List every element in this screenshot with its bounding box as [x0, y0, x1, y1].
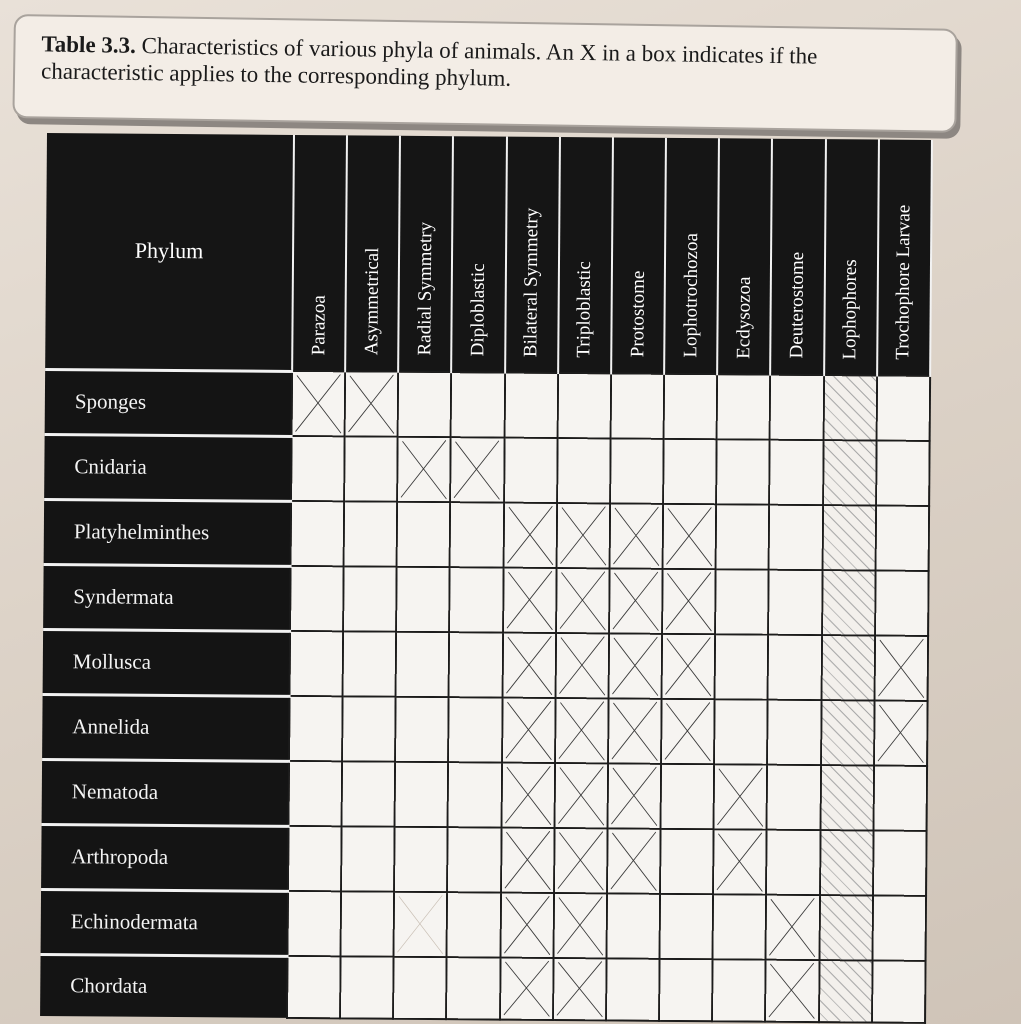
x-mark-icon [662, 700, 714, 763]
table-cell-parazoa [288, 826, 342, 891]
table-cell-deuterostome [768, 570, 822, 635]
table-cell-lophotrochozoa [661, 764, 715, 829]
table-cell-diploblastic [450, 567, 504, 632]
table-cell-bilateral-symmetry [504, 438, 558, 503]
table-cell-deuterostome [766, 830, 820, 895]
characteristics-table-wrap [40, 133, 932, 1024]
table-cell-trochophore-larvae [874, 701, 928, 766]
table-cell-lophotrochozoa [663, 504, 717, 569]
table-cell-asymmetrical [341, 892, 395, 957]
phylum-name: Platyhelminthes [44, 499, 292, 566]
table-cell-ecdysozoa [714, 765, 768, 830]
table-cell-triploblastic [555, 633, 609, 698]
table-cell-lophotrochozoa [664, 374, 718, 439]
table-cell-triploblastic [553, 958, 607, 1020]
column-header-label: Lophotrochozoa [679, 233, 702, 359]
column-header-label: Radial Symmetry [414, 222, 437, 357]
x-mark-icon [556, 699, 608, 762]
table-row-syndermata [43, 564, 928, 636]
table-cell-asymmetrical [345, 371, 399, 436]
table-cell-asymmetrical [343, 566, 397, 631]
column-header-lophophores [824, 139, 879, 375]
table-cell-bilateral-symmetry [501, 828, 555, 893]
phylum-column-header: Phylum [45, 133, 294, 371]
table-cell-trochophore-larvae [872, 896, 926, 961]
column-header-label: Trochophore Larvae [892, 204, 915, 360]
table-cell-radial-symmetry [396, 632, 450, 697]
table-cell-protostome [609, 634, 663, 699]
table-row-chordata [40, 954, 925, 1023]
column-header-lophotrochozoa [664, 138, 719, 374]
table-cell-trochophore-larvae [875, 571, 929, 636]
x-mark-icon [556, 634, 608, 697]
table-cell-deuterostome [767, 765, 821, 830]
table-row-echinodermata [41, 889, 926, 961]
table-cell-diploblastic [449, 697, 503, 762]
x-mark-icon [501, 894, 553, 957]
table-cell-ecdysozoa [717, 374, 771, 439]
table-cell-lophophores [823, 375, 877, 440]
x-mark-icon [554, 959, 606, 1019]
table-cell-asymmetrical [342, 762, 396, 827]
x-mark-icon [875, 637, 927, 700]
table-cell-deuterostome [770, 440, 824, 505]
table-cell-protostome [609, 569, 663, 634]
column-header-trochophore-larvae [877, 140, 932, 376]
table-cell-ecdysozoa [715, 569, 769, 634]
table-cell-protostome [611, 373, 665, 438]
x-mark-icon [608, 765, 660, 828]
x-mark-icon [502, 829, 554, 892]
table-cell-trochophore-larvae [876, 376, 930, 441]
column-header-label: Bilateral Symmetry [520, 207, 543, 357]
phylum-name: Arthropoda [41, 824, 289, 891]
table-cell-protostome [606, 894, 660, 959]
table-cell-triploblastic [556, 568, 610, 633]
table-cell-asymmetrical [342, 697, 396, 762]
column-header-label: Triploblastic [573, 260, 596, 358]
table-row-nematoda [42, 759, 927, 831]
table-cell-parazoa [287, 956, 341, 1018]
header-row [45, 133, 932, 376]
table-cell-deuterostome [770, 375, 824, 440]
x-mark-icon [875, 702, 927, 765]
x-mark-icon [555, 829, 607, 892]
table-caption [41, 30, 932, 98]
table-row-annelida [42, 694, 927, 766]
table-cell-parazoa [289, 696, 343, 761]
column-header-label: Protostome [626, 271, 649, 358]
table-cell-asymmetrical [340, 957, 394, 1019]
table-cell-asymmetrical [341, 827, 395, 892]
column-header-triploblastic [558, 137, 613, 373]
table-cell-radial-symmetry [393, 957, 447, 1019]
table-cell-radial-symmetry [396, 567, 450, 632]
table-cell-lophophores [819, 895, 873, 960]
x-mark-icon [663, 635, 715, 698]
table-cell-triploblastic [557, 438, 611, 503]
column-header-label: Ecdysozoa [733, 276, 755, 359]
table-caption-box [12, 14, 958, 133]
table-cell-ecdysozoa [713, 895, 767, 960]
column-header-deuterostome [771, 139, 826, 375]
table-cell-trochophore-larvae [873, 831, 927, 896]
table-row-arthropoda [41, 824, 926, 896]
table-cell-diploblastic [448, 827, 502, 892]
phylum-name: Annelida [42, 694, 290, 761]
table-cell-lophophores [823, 440, 877, 505]
table-cell-trochophore-larvae [876, 441, 930, 506]
table-cell-protostome [610, 504, 664, 569]
x-mark-icon [715, 766, 767, 829]
table-cell-protostome [608, 699, 662, 764]
table-cell-bilateral-symmetry [503, 568, 557, 633]
x-mark-icon [609, 700, 661, 763]
table-row-sponges [45, 369, 930, 441]
table-cell-diploblastic [451, 437, 505, 502]
x-mark-icon [395, 893, 447, 956]
table-cell-diploblastic [447, 958, 501, 1020]
phylum-name: Cnidaria [44, 434, 292, 501]
table-cell-parazoa [288, 891, 342, 956]
table-cell-protostome [610, 438, 664, 503]
table-cell-deuterostome [765, 960, 819, 1022]
table-cell-lophophores [822, 570, 876, 635]
table-cell-parazoa [290, 566, 344, 631]
table-cell-parazoa [291, 436, 345, 501]
table-cell-radial-symmetry [398, 372, 452, 437]
table-body [40, 369, 930, 1023]
x-mark-icon [557, 504, 609, 567]
table-cell-bilateral-symmetry [501, 763, 555, 828]
column-header-asymmetrical [345, 135, 400, 371]
phylum-name: Nematoda [42, 759, 290, 826]
table-cell-ecdysozoa [716, 504, 770, 569]
table-cell-lophotrochozoa [660, 829, 714, 894]
caption-label: Table 3.3. [41, 31, 137, 58]
table-cell-lophophores [821, 700, 875, 765]
table-cell-ecdysozoa [716, 439, 770, 504]
x-mark-icon [766, 961, 818, 1021]
table-cell-bilateral-symmetry [500, 893, 554, 958]
table-cell-bilateral-symmetry [503, 503, 557, 568]
table-cell-lophophores [821, 635, 875, 700]
table-cell-protostome [606, 959, 660, 1021]
phylum-name: Mollusca [43, 629, 291, 696]
table-cell-triploblastic [553, 893, 607, 958]
table-cell-bilateral-symmetry [502, 698, 556, 763]
table-cell-bilateral-symmetry [504, 373, 558, 438]
x-mark-icon [503, 699, 555, 762]
x-mark-icon [504, 504, 556, 567]
x-mark-icon [501, 959, 553, 1019]
table-cell-ecdysozoa [712, 960, 766, 1022]
table-cell-lophotrochozoa [661, 699, 715, 764]
table-cell-triploblastic [556, 503, 610, 568]
x-mark-icon [610, 635, 662, 698]
x-mark-icon [554, 894, 606, 957]
table-cell-diploblastic [449, 632, 503, 697]
phylum-name: Chordata [40, 954, 287, 1018]
column-header-label: Asymmetrical [360, 247, 383, 356]
x-mark-icon [714, 831, 766, 894]
table-cell-lophotrochozoa [662, 569, 716, 634]
table-cell-deuterostome [766, 895, 820, 960]
x-mark-icon [346, 372, 398, 435]
table-cell-radial-symmetry [395, 762, 449, 827]
table-cell-bilateral-symmetry [502, 633, 556, 698]
table-cell-lophotrochozoa [660, 894, 714, 959]
table-cell-radial-symmetry [397, 437, 451, 502]
column-header-label: Deuterostome [786, 252, 809, 359]
table-cell-parazoa [291, 501, 345, 566]
x-mark-icon [293, 372, 345, 435]
x-mark-icon [503, 634, 555, 697]
table-cell-diploblastic [450, 502, 504, 567]
table-cell-deuterostome [769, 505, 823, 570]
table-cell-parazoa [289, 761, 343, 826]
x-mark-icon [611, 505, 663, 568]
table-cell-triploblastic [557, 373, 611, 438]
table-cell-triploblastic [554, 828, 608, 893]
x-mark-icon [557, 569, 609, 632]
x-mark-icon [664, 505, 716, 568]
table-cell-lophotrochozoa [663, 439, 717, 504]
table-cell-diploblastic [447, 893, 501, 958]
table-cell-asymmetrical [344, 501, 398, 566]
x-mark-icon [663, 570, 715, 633]
table-cell-asymmetrical [343, 632, 397, 697]
table-cell-radial-symmetry [394, 892, 448, 957]
table-cell-radial-symmetry [395, 697, 449, 762]
x-mark-icon [504, 569, 556, 632]
x-mark-icon [452, 438, 504, 501]
table-cell-triploblastic [555, 698, 609, 763]
table-cell-parazoa [290, 631, 344, 696]
table-cell-trochophore-larvae [875, 506, 929, 571]
column-header-parazoa [292, 135, 347, 371]
table-cell-lophophores [822, 505, 876, 570]
table-cell-deuterostome [768, 635, 822, 700]
caption-text: Characteristics of various phyla of animals. An X in a box indicates if the characteristic applies to the corresponding phylum. [40, 32, 818, 91]
table-cell-trochophore-larvae [874, 636, 928, 701]
x-mark-icon [610, 570, 662, 633]
table-cell-protostome [607, 829, 661, 894]
x-mark-icon [608, 830, 660, 893]
column-header-ecdysozoa [717, 138, 772, 374]
table-row-mollusca [43, 629, 928, 701]
table-cell-deuterostome [767, 700, 821, 765]
table-cell-parazoa [292, 371, 346, 436]
table-cell-ecdysozoa [713, 830, 767, 895]
table-cell-lophotrochozoa [659, 959, 713, 1021]
table-cell-lophophores [819, 961, 873, 1023]
table-cell-lophophores [820, 765, 874, 830]
column-header-label: Diploblastic [467, 263, 490, 357]
table-cell-lophotrochozoa [662, 634, 716, 699]
x-mark-icon [398, 438, 450, 501]
phylum-name: Syndermata [43, 564, 291, 631]
column-header-diploblastic [452, 136, 507, 372]
table-cell-radial-symmetry [394, 827, 448, 892]
phylum-name: Echinodermata [41, 889, 289, 956]
column-header-bilateral-symmetry [505, 137, 560, 373]
table-cell-bilateral-symmetry [500, 958, 554, 1020]
table-cell-ecdysozoa [714, 699, 768, 764]
table-row-platyhelminthes [44, 499, 929, 571]
x-mark-icon [555, 764, 607, 827]
table-cell-trochophore-larvae [872, 961, 926, 1023]
x-mark-icon [767, 896, 819, 959]
table-cell-asymmetrical [344, 436, 398, 501]
column-header-label: Parazoa [307, 294, 330, 356]
table-cell-ecdysozoa [715, 634, 769, 699]
table-cell-trochophore-larvae [873, 766, 927, 831]
column-header-label: Lophophores [839, 258, 862, 360]
table-cell-radial-symmetry [397, 502, 451, 567]
column-header-radial-symmetry [398, 136, 453, 372]
table-cell-protostome [607, 764, 661, 829]
table-cell-diploblastic [448, 762, 502, 827]
phylum-name: Sponges [45, 369, 293, 436]
x-mark-icon [502, 764, 554, 827]
table-cell-diploblastic [451, 372, 505, 437]
table-row-cnidaria [44, 434, 929, 506]
column-header-protostome [611, 137, 666, 373]
table-cell-lophophores [820, 830, 874, 895]
table-cell-triploblastic [554, 763, 608, 828]
characteristics-table [40, 133, 933, 1024]
